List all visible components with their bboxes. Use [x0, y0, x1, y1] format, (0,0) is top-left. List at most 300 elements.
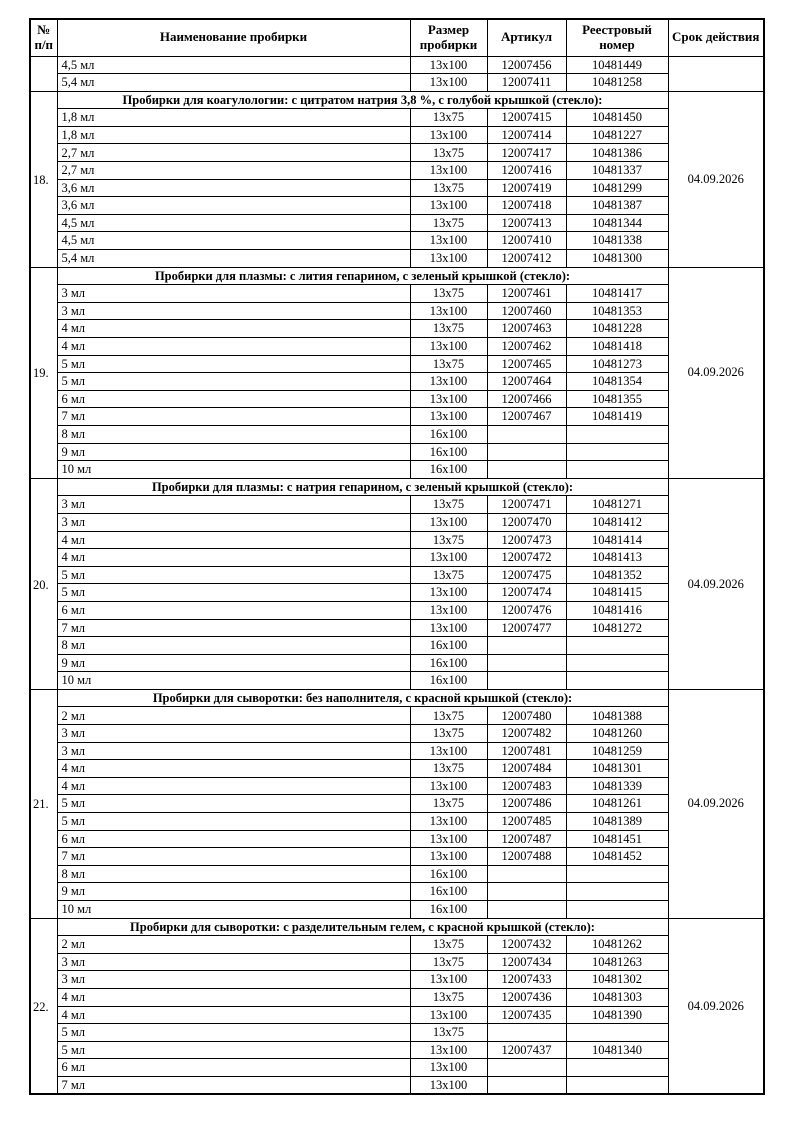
cell-article: 12007488: [487, 848, 566, 866]
table-row: [30, 126, 764, 144]
cell-reg-number: 10481258: [566, 74, 668, 92]
cell-size: 16x100: [410, 461, 487, 479]
tube-registry-table: [29, 18, 765, 1095]
cell-name: 4 мл: [57, 988, 410, 1006]
cell-reg-number: 10481414: [566, 531, 668, 549]
cell-reg-number: 10481387: [566, 197, 668, 215]
table-row: [30, 338, 764, 356]
cell-size: 13x100: [410, 830, 487, 848]
cell-size: 16x100: [410, 672, 487, 690]
table-row: [30, 777, 764, 795]
cell-size: 13x75: [410, 144, 487, 162]
cell-size: 16x100: [410, 883, 487, 901]
cell-article: 12007462: [487, 338, 566, 356]
section-number: [30, 56, 57, 91]
table-row: [30, 830, 764, 848]
cell-name: 2,7 мл: [57, 162, 410, 180]
cell-name: 3 мл: [57, 285, 410, 303]
cell-size: 13x75: [410, 566, 487, 584]
cell-reg-number: 10481263: [566, 953, 668, 971]
cell-name: 5,4 мл: [57, 74, 410, 92]
table-row: [30, 531, 764, 549]
table-row: [30, 461, 764, 479]
cell-reg-number: 10481260: [566, 725, 668, 743]
cell-article: [487, 1059, 566, 1077]
cell-name: 4 мл: [57, 1006, 410, 1024]
cell-article: [487, 901, 566, 919]
cell-name: 9 мл: [57, 654, 410, 672]
cell-reg-number: 10481273: [566, 355, 668, 373]
cell-article: 12007467: [487, 408, 566, 426]
cell-article: 12007410: [487, 232, 566, 250]
cell-size: 13x100: [410, 549, 487, 567]
column-header-name: Наименование пробирки: [57, 19, 410, 56]
table-row: [30, 1041, 764, 1059]
cell-size: 16x100: [410, 901, 487, 919]
cell-name: 10 мл: [57, 901, 410, 919]
table-row: [30, 425, 764, 443]
cell-reg-number: 10481413: [566, 549, 668, 567]
cell-reg-number: 10481301: [566, 760, 668, 778]
cell-name: 4 мл: [57, 777, 410, 795]
cell-name: 10 мл: [57, 461, 410, 479]
cell-reg-number: [566, 425, 668, 443]
cell-name: 3 мл: [57, 971, 410, 989]
section-number: 19.: [30, 267, 57, 478]
cell-article: [487, 654, 566, 672]
section-number: 22.: [30, 918, 57, 1094]
table-row: [30, 566, 764, 584]
cell-reg-number: [566, 637, 668, 655]
table-row: [30, 725, 764, 743]
cell-article: [487, 1024, 566, 1042]
cell-article: 12007435: [487, 1006, 566, 1024]
cell-name: 4 мл: [57, 338, 410, 356]
table-row: [30, 443, 764, 461]
table-row: [30, 144, 764, 162]
cell-reg-number: 10481452: [566, 848, 668, 866]
table-row: [30, 901, 764, 919]
cell-name: 5 мл: [57, 813, 410, 831]
cell-article: 12007476: [487, 601, 566, 619]
table-row: [30, 109, 764, 127]
cell-size: 13x75: [410, 531, 487, 549]
cell-reg-number: 10481259: [566, 742, 668, 760]
cell-reg-number: [566, 901, 668, 919]
cell-size: 13x100: [410, 126, 487, 144]
section-number: 18.: [30, 91, 57, 267]
section-header-row: [30, 267, 764, 285]
cell-size: 13x75: [410, 936, 487, 954]
cell-validity: 04.09.2026: [668, 478, 764, 689]
cell-reg-number: [566, 1059, 668, 1077]
cell-name: 1,8 мл: [57, 109, 410, 127]
cell-reg-number: 10481353: [566, 302, 668, 320]
table-row: [30, 214, 764, 232]
cell-reg-number: [566, 443, 668, 461]
cell-article: 12007483: [487, 777, 566, 795]
table-row: [30, 74, 764, 92]
section-header-row: [30, 918, 764, 936]
cell-name: 5,4 мл: [57, 250, 410, 268]
cell-name: 5 мл: [57, 584, 410, 602]
cell-article: 12007481: [487, 742, 566, 760]
table-row: [30, 654, 764, 672]
cell-size: 13x75: [410, 285, 487, 303]
cell-name: 5 мл: [57, 1041, 410, 1059]
cell-reg-number: [566, 1076, 668, 1094]
table-row: [30, 390, 764, 408]
cell-name: 7 мл: [57, 619, 410, 637]
cell-article: 12007470: [487, 513, 566, 531]
table-row: [30, 1024, 764, 1042]
cell-validity: 04.09.2026: [668, 91, 764, 267]
cell-name: 3 мл: [57, 513, 410, 531]
cell-reg-number: 10481417: [566, 285, 668, 303]
cell-article: 12007466: [487, 390, 566, 408]
section-title: Пробирки для сыворотки: с разделительным гелем, с красной крышкой (стекло):: [57, 918, 668, 936]
table-row: [30, 971, 764, 989]
cell-size: 13x100: [410, 513, 487, 531]
cell-name: 9 мл: [57, 443, 410, 461]
cell-size: 13x100: [410, 742, 487, 760]
cell-article: 12007484: [487, 760, 566, 778]
cell-article: [487, 865, 566, 883]
section-header-row: [30, 689, 764, 707]
cell-reg-number: 10481299: [566, 179, 668, 197]
cell-reg-number: 10481261: [566, 795, 668, 813]
cell-name: 8 мл: [57, 425, 410, 443]
table-row: [30, 672, 764, 690]
table-row: [30, 1076, 764, 1094]
cell-size: 13x75: [410, 988, 487, 1006]
cell-size: 13x100: [410, 373, 487, 391]
section-number: 21.: [30, 689, 57, 918]
cell-name: 3 мл: [57, 742, 410, 760]
cell-size: 13x75: [410, 355, 487, 373]
cell-reg-number: 10481388: [566, 707, 668, 725]
cell-article: 12007432: [487, 936, 566, 954]
table-row: [30, 162, 764, 180]
cell-article: [487, 883, 566, 901]
cell-name: 3 мл: [57, 302, 410, 320]
cell-size: 13x75: [410, 320, 487, 338]
cell-size: 13x75: [410, 1024, 487, 1042]
column-header-size: Размер пробирки: [410, 19, 487, 56]
cell-name: 5 мл: [57, 566, 410, 584]
cell-validity: [668, 56, 764, 91]
table-row: [30, 953, 764, 971]
column-header-validity: Срок действия: [668, 19, 764, 56]
cell-reg-number: 10481302: [566, 971, 668, 989]
cell-size: 13x100: [410, 971, 487, 989]
table-row: [30, 302, 764, 320]
section-title: Пробирки для сыворотки: без наполнителя, с красной крышкой (стекло):: [57, 689, 668, 707]
section-title: Пробирки для коагулологии: с цитратом натрия 3,8 %, с голубой крышкой (стекло):: [57, 91, 668, 109]
cell-name: 4 мл: [57, 531, 410, 549]
section-title: Пробирки для плазмы: с лития гепарином, с зеленый крышкой (стекло):: [57, 267, 668, 285]
table-row: [30, 848, 764, 866]
cell-size: 13x75: [410, 760, 487, 778]
cell-size: 13x100: [410, 584, 487, 602]
cell-name: 4,5 мл: [57, 232, 410, 250]
cell-name: 4,5 мл: [57, 214, 410, 232]
cell-article: 12007460: [487, 302, 566, 320]
cell-article: 12007415: [487, 109, 566, 127]
cell-article: 12007464: [487, 373, 566, 391]
cell-reg-number: 10481416: [566, 601, 668, 619]
table-row: [30, 936, 764, 954]
table-row: [30, 584, 764, 602]
cell-name: 9 мл: [57, 883, 410, 901]
table-row: [30, 883, 764, 901]
cell-article: 12007487: [487, 830, 566, 848]
cell-size: 13x75: [410, 725, 487, 743]
cell-size: 13x75: [410, 953, 487, 971]
cell-article: 12007456: [487, 56, 566, 74]
cell-size: 13x100: [410, 197, 487, 215]
cell-reg-number: 10481262: [566, 936, 668, 954]
cell-name: 6 мл: [57, 830, 410, 848]
cell-reg-number: 10481449: [566, 56, 668, 74]
section-header-row: [30, 91, 764, 109]
cell-article: 12007417: [487, 144, 566, 162]
cell-reg-number: 10481419: [566, 408, 668, 426]
table-row: [30, 795, 764, 813]
table-row: [30, 179, 764, 197]
cell-reg-number: 10481386: [566, 144, 668, 162]
table-row: [30, 760, 764, 778]
cell-article: [487, 443, 566, 461]
table-row: [30, 601, 764, 619]
cell-size: 16x100: [410, 443, 487, 461]
cell-size: 13x100: [410, 56, 487, 74]
cell-reg-number: [566, 672, 668, 690]
cell-article: 12007463: [487, 320, 566, 338]
cell-size: 13x100: [410, 74, 487, 92]
cell-name: 7 мл: [57, 1076, 410, 1094]
table-row: [30, 285, 764, 303]
cell-size: 13x100: [410, 1041, 487, 1059]
cell-article: [487, 461, 566, 479]
cell-reg-number: 10481354: [566, 373, 668, 391]
cell-reg-number: 10481228: [566, 320, 668, 338]
cell-reg-number: [566, 883, 668, 901]
cell-name: 6 мл: [57, 1059, 410, 1077]
cell-name: 5 мл: [57, 373, 410, 391]
cell-reg-number: 10481355: [566, 390, 668, 408]
cell-reg-number: 10481340: [566, 1041, 668, 1059]
cell-article: 12007480: [487, 707, 566, 725]
cell-article: 12007416: [487, 162, 566, 180]
cell-name: 2 мл: [57, 936, 410, 954]
cell-reg-number: 10481389: [566, 813, 668, 831]
cell-size: 13x100: [410, 1006, 487, 1024]
cell-article: [487, 637, 566, 655]
cell-article: [487, 1076, 566, 1094]
cell-article: 12007473: [487, 531, 566, 549]
section-title: Пробирки для плазмы: с натрия гепарином, с зеленый крышкой (стекло):: [57, 478, 668, 496]
cell-reg-number: 10481271: [566, 496, 668, 514]
table-row: [30, 549, 764, 567]
cell-name: 4,5 мл: [57, 56, 410, 74]
cell-size: 16x100: [410, 654, 487, 672]
cell-size: 13x100: [410, 250, 487, 268]
cell-name: 7 мл: [57, 848, 410, 866]
cell-reg-number: [566, 461, 668, 479]
cell-reg-number: 10481344: [566, 214, 668, 232]
table-row: [30, 56, 764, 74]
cell-size: 13x100: [410, 162, 487, 180]
cell-article: 12007485: [487, 813, 566, 831]
cell-name: 3,6 мл: [57, 179, 410, 197]
cell-reg-number: 10481352: [566, 566, 668, 584]
cell-validity: 04.09.2026: [668, 689, 764, 918]
cell-article: 12007486: [487, 795, 566, 813]
cell-reg-number: [566, 654, 668, 672]
cell-name: 5 мл: [57, 795, 410, 813]
cell-size: 13x100: [410, 813, 487, 831]
table-row: [30, 408, 764, 426]
cell-reg-number: 10481272: [566, 619, 668, 637]
table-row: [30, 742, 764, 760]
cell-reg-number: 10481337: [566, 162, 668, 180]
table-row: [30, 637, 764, 655]
cell-name: 3 мл: [57, 496, 410, 514]
cell-size: 13x75: [410, 179, 487, 197]
column-header-article: Артикул: [487, 19, 566, 56]
cell-size: 16x100: [410, 865, 487, 883]
column-header-number: № п/п: [30, 19, 57, 56]
table-row: [30, 865, 764, 883]
table-row: [30, 197, 764, 215]
table-row: [30, 513, 764, 531]
cell-size: 13x100: [410, 338, 487, 356]
cell-size: 13x100: [410, 619, 487, 637]
cell-size: 13x100: [410, 777, 487, 795]
cell-reg-number: 10481390: [566, 1006, 668, 1024]
cell-name: 6 мл: [57, 390, 410, 408]
cell-name: 5 мл: [57, 1024, 410, 1042]
cell-reg-number: 10481412: [566, 513, 668, 531]
cell-reg-number: 10481418: [566, 338, 668, 356]
cell-article: [487, 425, 566, 443]
cell-size: 13x100: [410, 601, 487, 619]
table-row: [30, 988, 764, 1006]
cell-size: 13x75: [410, 795, 487, 813]
cell-name: 1,8 мл: [57, 126, 410, 144]
cell-reg-number: [566, 865, 668, 883]
cell-article: 12007474: [487, 584, 566, 602]
cell-name: 4 мл: [57, 320, 410, 338]
cell-size: 13x100: [410, 390, 487, 408]
table-row: [30, 320, 764, 338]
cell-size: 13x100: [410, 1076, 487, 1094]
table-row: [30, 1059, 764, 1077]
cell-name: 2 мл: [57, 707, 410, 725]
cell-article: 12007418: [487, 197, 566, 215]
table-row: [30, 355, 764, 373]
cell-article: 12007414: [487, 126, 566, 144]
cell-article: 12007413: [487, 214, 566, 232]
cell-article: 12007434: [487, 953, 566, 971]
cell-name: 3 мл: [57, 725, 410, 743]
cell-article: 12007465: [487, 355, 566, 373]
cell-article: 12007437: [487, 1041, 566, 1059]
cell-size: 13x100: [410, 232, 487, 250]
cell-name: 3,6 мл: [57, 197, 410, 215]
cell-reg-number: 10481338: [566, 232, 668, 250]
table-row: [30, 1006, 764, 1024]
table-row: [30, 707, 764, 725]
cell-validity: 04.09.2026: [668, 267, 764, 478]
cell-validity: 04.09.2026: [668, 918, 764, 1094]
column-header-reg-number: Реестровый номер: [566, 19, 668, 56]
cell-name: 4 мл: [57, 760, 410, 778]
cell-name: 8 мл: [57, 637, 410, 655]
cell-name: 8 мл: [57, 865, 410, 883]
table-row: [30, 232, 764, 250]
cell-reg-number: 10481415: [566, 584, 668, 602]
cell-article: 12007471: [487, 496, 566, 514]
table-row: [30, 250, 764, 268]
cell-article: 12007411: [487, 74, 566, 92]
cell-article: 12007412: [487, 250, 566, 268]
cell-article: [487, 672, 566, 690]
cell-reg-number: 10481303: [566, 988, 668, 1006]
cell-name: 7 мл: [57, 408, 410, 426]
cell-reg-number: 10481300: [566, 250, 668, 268]
table-row: [30, 373, 764, 391]
cell-reg-number: 10481339: [566, 777, 668, 795]
cell-name: 6 мл: [57, 601, 410, 619]
cell-article: 12007482: [487, 725, 566, 743]
cell-size: 13x100: [410, 1059, 487, 1077]
cell-article: 12007436: [487, 988, 566, 1006]
cell-reg-number: 10481451: [566, 830, 668, 848]
cell-size: 13x75: [410, 707, 487, 725]
section-header-row: [30, 478, 764, 496]
cell-article: 12007419: [487, 179, 566, 197]
cell-article: 12007475: [487, 566, 566, 584]
cell-article: 12007433: [487, 971, 566, 989]
cell-name: 2,7 мл: [57, 144, 410, 162]
cell-article: 12007477: [487, 619, 566, 637]
table-row: [30, 813, 764, 831]
cell-size: 16x100: [410, 425, 487, 443]
cell-size: 13x75: [410, 496, 487, 514]
cell-size: 13x75: [410, 214, 487, 232]
section-number: 20.: [30, 478, 57, 689]
cell-article: 12007472: [487, 549, 566, 567]
cell-size: 13x100: [410, 848, 487, 866]
cell-reg-number: 10481450: [566, 109, 668, 127]
cell-name: 10 мл: [57, 672, 410, 690]
cell-size: 16x100: [410, 637, 487, 655]
cell-reg-number: 10481227: [566, 126, 668, 144]
header-row: [30, 19, 764, 56]
cell-size: 13x100: [410, 302, 487, 320]
cell-name: 4 мл: [57, 549, 410, 567]
cell-name: 5 мл: [57, 355, 410, 373]
cell-size: 13x75: [410, 109, 487, 127]
table-row: [30, 496, 764, 514]
cell-name: 3 мл: [57, 953, 410, 971]
cell-article: 12007461: [487, 285, 566, 303]
table-row: [30, 619, 764, 637]
cell-reg-number: [566, 1024, 668, 1042]
cell-size: 13x100: [410, 408, 487, 426]
